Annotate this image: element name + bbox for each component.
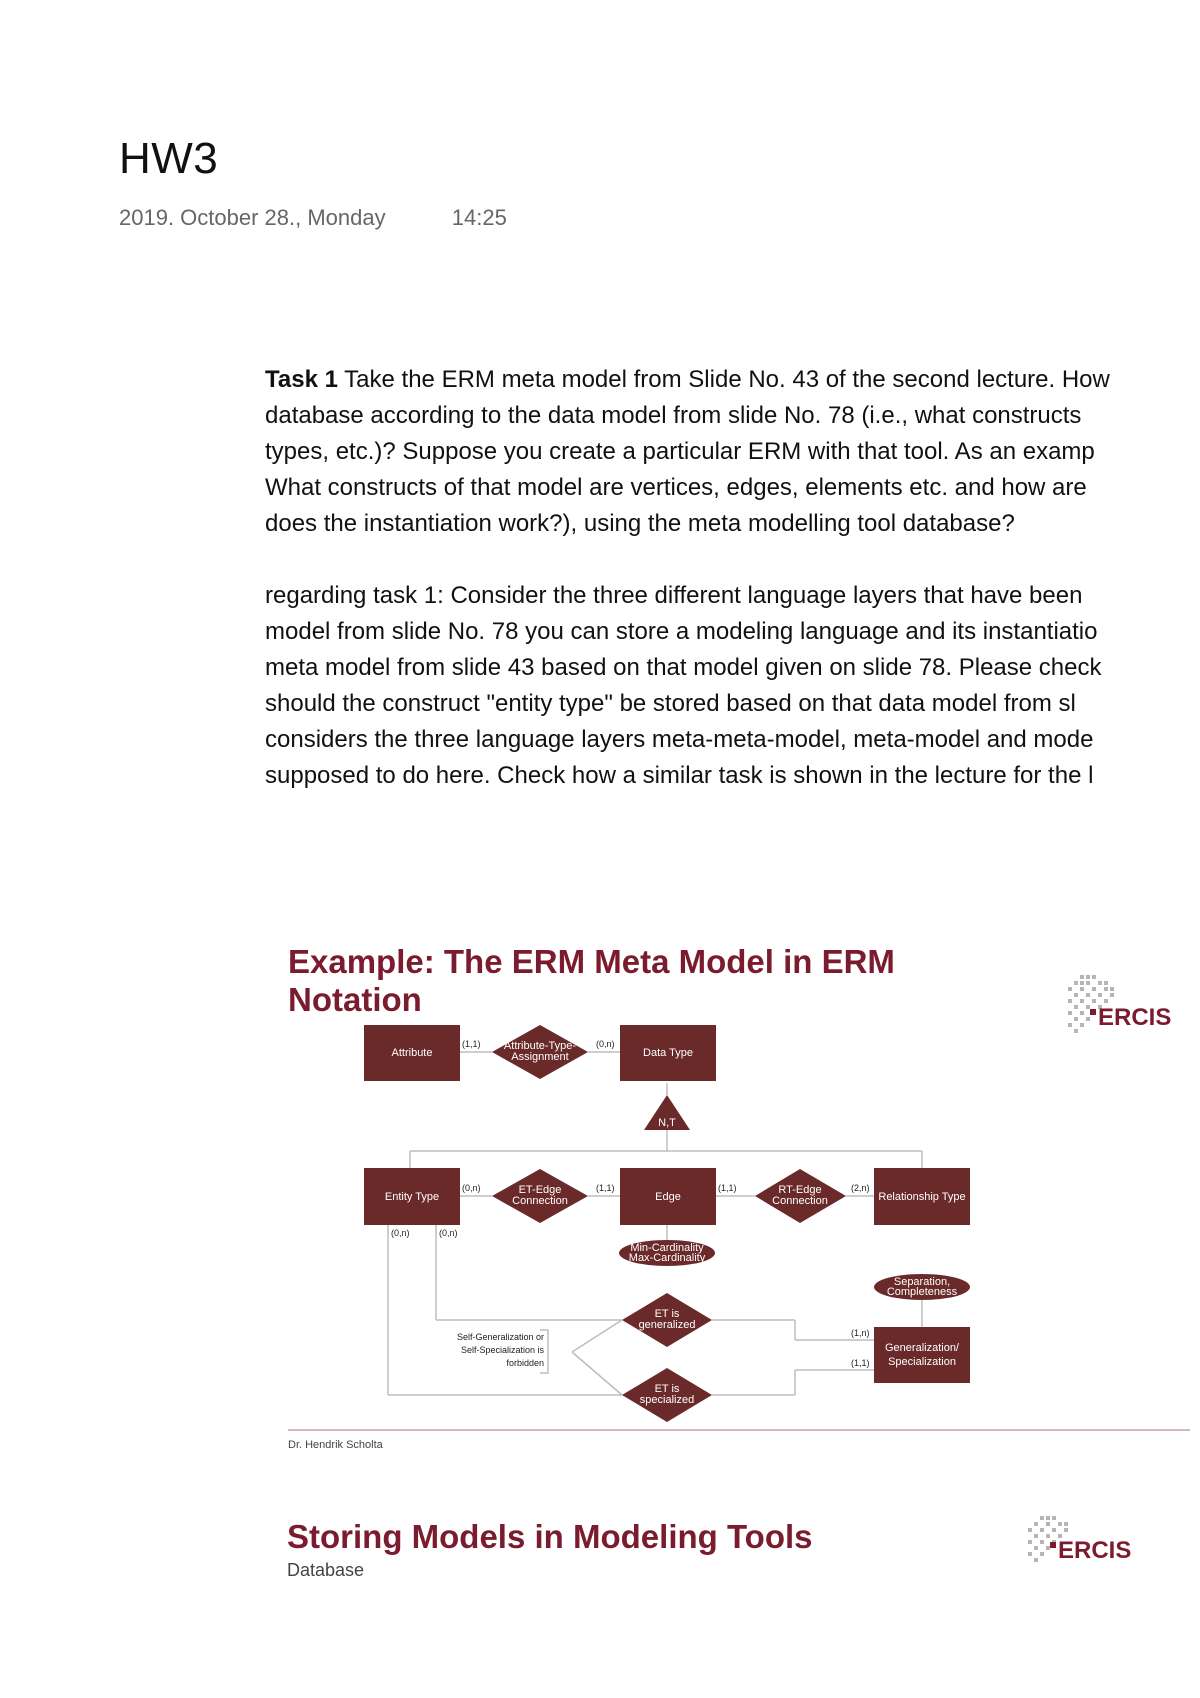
cardinality-label: (0,n) xyxy=(391,1228,410,1238)
cardinality-label: (0,n) xyxy=(439,1228,458,1238)
rel-et-generalized xyxy=(622,1293,712,1347)
cardinality-label: (0,n) xyxy=(462,1183,481,1193)
regarding-line: supposed to do here. Check how a similar task is shown in the lecture for the l xyxy=(265,762,1094,789)
specialization-label: N,T xyxy=(658,1117,676,1129)
entity-entity-type xyxy=(364,1168,460,1225)
rel-et-spec-label-2: specialized xyxy=(639,1394,695,1406)
gen-spec-label-2: Specialization xyxy=(888,1356,956,1368)
cardinality-label: (1,n) xyxy=(851,1328,870,1338)
attr-separation-completeness xyxy=(874,1274,970,1300)
slide2-subtitle: Database xyxy=(287,1560,365,1580)
cardinality-label: (1,1) xyxy=(718,1183,737,1193)
specialization-triangle xyxy=(644,1095,690,1130)
cardinality-label: (0,n) xyxy=(596,1039,615,1049)
slide-title-line-2: Notation xyxy=(288,981,422,1018)
note-line: Self-Generalization or xyxy=(456,1332,544,1342)
gen-spec-label-1: Generalization/ xyxy=(885,1342,959,1354)
cardinality-label: (1,1) xyxy=(851,1358,870,1368)
regarding-line: considers the three language layers meta-meta-model, meta-model and mode xyxy=(265,726,1094,753)
rel-et-gen-label-2: generalized xyxy=(638,1319,696,1331)
regarding-line: regarding task 1: Consider the three different language layers that have been xyxy=(265,582,1083,609)
task-line xyxy=(265,362,1200,398)
rel-et-spec-label-1: ET is xyxy=(654,1383,680,1395)
regarding-line: model from slide No. 78 you can store a modeling language and its instantiatio xyxy=(265,618,1098,645)
page-time: 14:25 xyxy=(451,205,507,230)
task-line: database according to the data model from slide No. 78 (i.e., what constructs xyxy=(265,402,1082,429)
slide-footer-author: Dr. Hendrik Scholta xyxy=(288,1439,383,1451)
page-date: 2019. October 28., Monday xyxy=(119,205,386,230)
task-paragraph xyxy=(265,362,1200,542)
ercis-logo-text: ERCIS xyxy=(1098,1004,1172,1031)
task-line: types, etc.)? Suppose you create a particular ERM with that tool. As an examp xyxy=(265,438,1095,465)
rel-et-edge-label-2: Connection xyxy=(512,1195,568,1207)
note-line: forbidden xyxy=(506,1358,544,1368)
task-line: What constructs of that model are vertices, edges, elements etc. and how are xyxy=(265,474,1087,501)
rel-attribute-type-assignment xyxy=(492,1025,588,1079)
cardinality-label: (1,1) xyxy=(596,1183,615,1193)
attr-min-label: Min-Cardinality xyxy=(630,1242,704,1254)
rel-et-specialized xyxy=(622,1368,712,1422)
erm-meta-model-slide xyxy=(0,925,1200,1465)
entity-generalization-specialization xyxy=(874,1327,970,1383)
regarding-line: should the construct "entity type" be stored based on that data model from sl xyxy=(265,690,1076,717)
entity-entity-type-label: Entity Type xyxy=(384,1191,440,1203)
slide2-ercis-logo-text: ERCIS xyxy=(1058,1537,1132,1564)
regarding-paragraph xyxy=(265,578,1200,794)
task-line-text: Take the ERM meta model from Slide No. 43 of the second lecture. How xyxy=(337,366,1110,393)
entity-attribute xyxy=(364,1025,460,1081)
page-meta xyxy=(119,205,507,231)
entity-attribute-label: Attribute xyxy=(391,1047,433,1059)
entity-edge xyxy=(620,1168,716,1225)
rel-rt-edge-connection xyxy=(755,1169,846,1223)
attr-max-label: Max-Cardinality xyxy=(628,1252,706,1264)
rel-et-edge-connection xyxy=(492,1169,588,1223)
rel-attr-type-label-1: Attribute-Type- xyxy=(503,1040,577,1052)
slide2-title: Storing Models in Modeling Tools xyxy=(287,1518,813,1555)
ercis-logo xyxy=(1068,975,1171,1033)
task-label: Task 1 xyxy=(265,366,338,393)
rel-rt-edge-label-1: RT-Edge xyxy=(778,1184,822,1196)
entity-data-type xyxy=(620,1025,716,1081)
attr-min-max-cardinality xyxy=(619,1240,715,1266)
constraint-note xyxy=(457,1332,545,1368)
regarding-line: meta model from slide 43 based on that model given on slide 78. Please check xyxy=(265,654,1102,681)
task-line: does the instantiation work?), using the meta modelling tool database? xyxy=(265,510,1015,537)
attr-completeness-label: Completeness xyxy=(886,1286,958,1298)
rel-rt-edge-label-2: Connection xyxy=(772,1195,828,1207)
page-title: HW3 xyxy=(119,134,219,183)
cardinality-label: (1,1) xyxy=(462,1039,481,1049)
rel-attr-type-label-2: Assignment xyxy=(511,1051,569,1063)
rel-et-edge-label-1: ET-Edge xyxy=(518,1184,562,1196)
entity-edge-label: Edge xyxy=(655,1191,681,1203)
slide2-ercis-logo xyxy=(1020,1510,1150,1580)
cardinality-label: (2,n) xyxy=(851,1183,870,1193)
entity-data-type-label: Data Type xyxy=(643,1047,693,1059)
rel-et-gen-label-1: ET is xyxy=(654,1308,680,1320)
entity-relationship-type-label: Relationship Type xyxy=(878,1191,966,1203)
entity-relationship-type xyxy=(874,1168,970,1225)
slide-title-line-1: Example: The ERM Meta Model in ERM xyxy=(288,943,895,980)
attr-separation-label: Separation, xyxy=(893,1276,951,1288)
note-line: Self-Specialization is xyxy=(460,1345,544,1355)
